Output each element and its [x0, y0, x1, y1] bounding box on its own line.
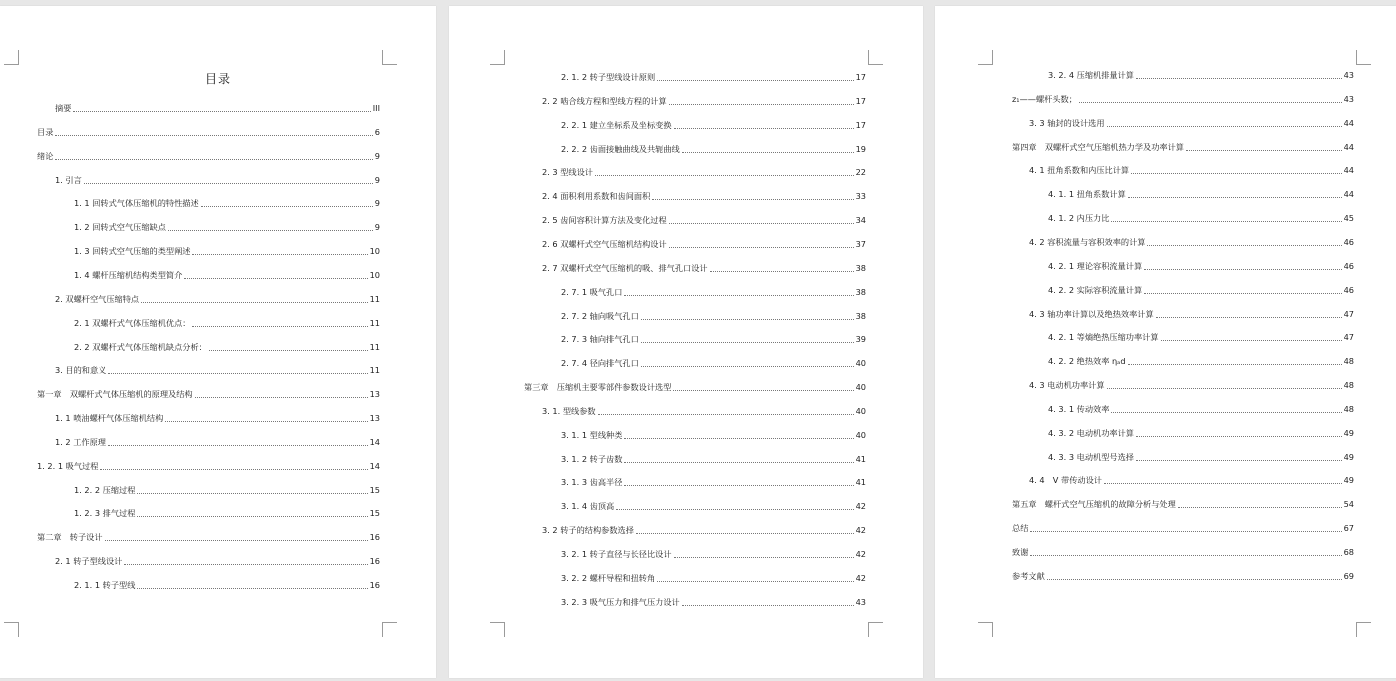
- toc-entry[interactable]: [1048, 332, 1354, 343]
- toc-entry[interactable]: [561, 477, 866, 488]
- toc-entry-title: 摘要: [55, 103, 72, 113]
- toc-entry-title: 1. 2 工作原理: [55, 436, 106, 447]
- toc-page-number: 9: [374, 150, 380, 161]
- toc-entry[interactable]: [542, 239, 866, 250]
- toc-entry[interactable]: [37, 532, 380, 543]
- toc-page-number: 22: [855, 167, 866, 178]
- toc-page-number: 33: [855, 191, 866, 202]
- dot-leader: [184, 278, 367, 279]
- dot-leader: [1144, 293, 1341, 294]
- dot-leader: [192, 326, 367, 327]
- toc-page-number: 44: [1343, 165, 1354, 176]
- toc-page-number: 54: [1343, 499, 1354, 510]
- toc-entry-title: 2. 7 双螺杆式空气压缩机的吸、排气孔口设计: [542, 262, 708, 273]
- dot-leader: [1161, 340, 1342, 341]
- toc-entry-title: 3. 2. 4 压缩机排量计算: [1048, 70, 1134, 80]
- toc-page-number: 17: [855, 72, 866, 82]
- toc-entry-title: 4. 1. 1 扭角系数计算: [1048, 189, 1126, 200]
- dot-leader: [1128, 364, 1342, 365]
- toc-page-number: 14: [369, 436, 380, 447]
- dot-leader: [674, 128, 854, 129]
- toc-page-number: 17: [855, 119, 866, 130]
- dot-leader: [55, 135, 372, 136]
- dot-leader: [641, 366, 854, 367]
- corner-mark: [868, 50, 883, 65]
- toc-page-number: 19: [855, 143, 866, 154]
- dot-leader: [657, 80, 853, 81]
- dot-leader: [137, 588, 367, 589]
- toc-page-number: 14: [369, 460, 380, 471]
- dot-leader: [84, 183, 373, 184]
- toc-page-number: 43: [1343, 93, 1354, 104]
- dot-leader: [1128, 197, 1342, 198]
- toc-page-number: 40: [855, 429, 866, 440]
- toc-page-number: 17: [855, 95, 866, 106]
- toc-page-number: 9: [374, 222, 380, 233]
- toc-entry[interactable]: [55, 175, 380, 186]
- dot-leader: [624, 438, 853, 439]
- toc-entry-title: 第五章 螺杆式空气压缩机的故障分析与处理: [1012, 499, 1176, 510]
- dot-leader: [168, 230, 373, 231]
- toc-entry[interactable]: [561, 597, 866, 608]
- dot-leader: [1107, 126, 1342, 127]
- dot-leader: [636, 533, 854, 534]
- toc-entry[interactable]: [524, 382, 866, 393]
- dot-leader: [616, 509, 853, 510]
- toc-entry-title: 1. 2. 3 排气过程: [74, 508, 136, 519]
- toc-entry-title: 4. 2. 1 等熵绝热压缩功率计算: [1048, 332, 1159, 343]
- toc-entry-title: 第二章 转子设计: [37, 532, 103, 543]
- corner-mark: [978, 622, 993, 637]
- toc-entry[interactable]: [1029, 118, 1354, 129]
- toc-page-number: 42: [855, 525, 866, 536]
- toc-page-number: 46: [1343, 260, 1354, 271]
- toc-page-number: 11: [369, 365, 380, 376]
- toc-entry[interactable]: [74, 342, 380, 353]
- toc-entry-title: 2. 1 双螺杆式气体压缩机优点：: [74, 317, 191, 328]
- toc-entry[interactable]: [542, 215, 866, 226]
- toc-entry[interactable]: [55, 103, 380, 114]
- toc-entry-title: 2. 4 面积利用系数和齿间面积: [542, 191, 651, 202]
- toc-entry[interactable]: [542, 406, 866, 417]
- toc-entry-title: 2. 7. 3 轴向排气孔口: [561, 334, 639, 345]
- toc-page-number: 43: [855, 596, 866, 607]
- toc-entry[interactable]: [561, 358, 866, 369]
- corner-mark: [382, 622, 397, 637]
- dot-leader: [1107, 388, 1342, 389]
- toc-entry-title: 4. 3. 2 电动机功率计算: [1048, 427, 1134, 438]
- toc-entry-title: 2. 1 转子型线设计: [55, 556, 123, 567]
- toc-page-number: 41: [855, 453, 866, 464]
- toc-page-number: 6: [374, 126, 380, 137]
- toc-page-number: 49: [1343, 427, 1354, 438]
- toc-entry[interactable]: [542, 263, 866, 274]
- dot-leader: [55, 159, 372, 160]
- toc-page-number: 42: [855, 572, 866, 583]
- toc-entry-title: z₁——螺杆头数；: [1012, 93, 1077, 104]
- dot-leader: [641, 319, 854, 320]
- corner-mark: [978, 50, 993, 65]
- toc-entry-title: 1. 2 回转式空气压缩缺点: [74, 222, 166, 233]
- corner-mark: [1356, 622, 1371, 637]
- toc-entry[interactable]: [1029, 475, 1354, 486]
- toc-page-number: 40: [855, 358, 866, 369]
- dot-leader: [108, 373, 367, 374]
- toc-entry[interactable]: [542, 167, 866, 178]
- toc-entry[interactable]: [74, 246, 380, 257]
- toc-entry[interactable]: [55, 294, 380, 305]
- toc-entry-title: 2. 7. 2 轴向吸气孔口: [561, 310, 639, 321]
- toc-entry-title: 2. 1. 1 转子型线: [74, 580, 136, 590]
- dot-leader: [669, 104, 854, 105]
- toc-entry-title: 3. 1. 3 齿高半径: [561, 477, 623, 488]
- toc-entry-title: 3. 1. 1 型线种类: [561, 429, 623, 440]
- toc-entry-title: 1. 1 喷油螺杆气体压缩机结构: [55, 413, 164, 424]
- dot-leader: [669, 223, 854, 224]
- toc-entry-title: 1. 引言: [55, 174, 82, 185]
- toc-page-number: 16: [369, 532, 380, 543]
- toc-page-number: 9: [374, 174, 380, 185]
- toc-page-number: 46: [1343, 236, 1354, 247]
- toc-page-number: 40: [855, 382, 866, 393]
- corner-mark: [1356, 50, 1371, 65]
- dot-leader: [641, 342, 854, 343]
- toc-entry-title: 3. 目的和意义: [55, 365, 107, 376]
- toc-entry[interactable]: [37, 151, 380, 162]
- toc-entry[interactable]: [1048, 261, 1354, 272]
- toc-entry-title: 第三章 压缩机主要零部件参数设计选型: [524, 382, 672, 393]
- corner-mark: [490, 622, 505, 637]
- dot-leader: [624, 295, 853, 296]
- toc-entry[interactable]: [1012, 142, 1354, 153]
- toc-entry[interactable]: [74, 580, 380, 591]
- toc-entry[interactable]: [542, 96, 866, 107]
- dot-leader: [682, 152, 854, 153]
- dot-leader: [1147, 245, 1341, 246]
- dot-leader: [100, 469, 367, 470]
- toc-entry-title: 4. 2 容积流量与容积效率的计算: [1029, 236, 1146, 247]
- toc-page-number: 48: [1343, 403, 1354, 414]
- toc-page-number: III: [372, 103, 380, 113]
- toc-entry[interactable]: [74, 485, 380, 496]
- toc-page-number: 48: [1343, 380, 1354, 391]
- toc-entry[interactable]: [561, 311, 866, 322]
- dot-leader: [1136, 460, 1342, 461]
- dot-leader: [1104, 483, 1342, 484]
- dot-leader: [124, 564, 367, 565]
- document-page-3: [935, 6, 1396, 678]
- toc-entry[interactable]: [1029, 237, 1354, 248]
- toc-entry-title: 参考文献: [1012, 570, 1045, 581]
- toc-entry[interactable]: [55, 437, 380, 448]
- dot-leader: [673, 390, 853, 391]
- toc-page-number: 68: [1343, 547, 1354, 557]
- dot-leader: [674, 557, 854, 558]
- toc-page-number: 38: [855, 286, 866, 297]
- toc-entry-title: 2. 2 啮合线方程和型线方程的计算: [542, 95, 667, 106]
- toc-entry[interactable]: [74, 222, 380, 233]
- toc-entry-title: 2. 7. 4 径向排气孔口: [561, 358, 639, 369]
- dot-leader: [108, 445, 368, 446]
- toc-entry[interactable]: [55, 365, 380, 376]
- dot-leader: [141, 302, 367, 303]
- toc-page-number: 11: [369, 341, 380, 352]
- toc-page-number: 13: [369, 413, 380, 424]
- toc-page-number: 43: [1343, 70, 1354, 80]
- toc-page-number: 47: [1343, 308, 1354, 319]
- dot-leader: [165, 421, 367, 422]
- toc-page-number: 10: [369, 246, 380, 257]
- dot-leader: [1030, 531, 1341, 532]
- toc-entry-title: 2. 3 型线设计: [542, 167, 593, 178]
- toc-page-number: 37: [855, 238, 866, 249]
- toc-page-number: 10: [369, 269, 380, 280]
- toc-entry[interactable]: [1048, 356, 1354, 367]
- toc-entry[interactable]: [561, 454, 866, 465]
- corner-mark: [4, 622, 19, 637]
- toc-page-number: 44: [1343, 117, 1354, 128]
- toc-entry-title: 2. 2 双螺杆式气体压缩机缺点分析：: [74, 341, 207, 352]
- toc-entry[interactable]: [561, 334, 866, 345]
- toc-entry[interactable]: [1012, 499, 1354, 510]
- toc-entry[interactable]: [561, 573, 866, 584]
- toc-entry-title: 4. 3 轴功率计算以及绝热效率计算: [1029, 308, 1154, 319]
- dot-leader: [1178, 507, 1342, 508]
- dot-leader: [1186, 150, 1342, 151]
- toc-entry-title: 4. 4 V 带传动设计: [1029, 475, 1102, 486]
- toc-entry-title: 4. 3. 3 电动机型号选择: [1048, 451, 1134, 462]
- toc-entry-title: 3. 2. 1 转子直径与长径比设计: [561, 549, 672, 559]
- toc-entry[interactable]: [74, 318, 380, 329]
- toc-entry-title: 4. 1 扭角系数和内压比计算: [1029, 165, 1130, 176]
- dot-leader: [657, 581, 853, 582]
- toc-entry-title: 1. 2. 1 吸气过程: [37, 460, 99, 471]
- dot-leader: [105, 540, 368, 541]
- toc-entry[interactable]: [542, 525, 866, 536]
- toc-entry[interactable]: [1012, 571, 1354, 582]
- toc-page-number: 49: [1343, 475, 1354, 486]
- toc-entry[interactable]: [1012, 94, 1354, 105]
- toc-entry-title: 2. 6 双螺杆式空气压缩机结构设计: [542, 238, 667, 249]
- dot-leader: [137, 493, 367, 494]
- toc-entry[interactable]: [1029, 309, 1354, 320]
- toc-page-number: 49: [1343, 451, 1354, 462]
- toc-entry-title: 致谢: [1012, 547, 1029, 557]
- toc-entry-title: 4. 2. 1 理论容积流量计算: [1048, 260, 1143, 271]
- toc-entry[interactable]: [55, 413, 380, 424]
- toc-page-number: 13: [369, 389, 380, 400]
- toc-entry-title: 3. 1. 2 转子齿数: [561, 453, 623, 464]
- toc-page-number: 11: [369, 293, 380, 304]
- toc-entry-title: 4. 1. 2 内压力比: [1048, 213, 1110, 224]
- dot-leader: [73, 111, 370, 112]
- toc-entry-title: 2. 2. 1 建立坐标系及坐标变换: [561, 119, 672, 130]
- toc-entry[interactable]: [37, 389, 380, 400]
- toc-page-number: 44: [1343, 189, 1354, 200]
- toc-entry-title: 2. 双螺杆空气压缩特点: [55, 293, 140, 304]
- toc-entry[interactable]: [37, 461, 380, 472]
- corner-mark: [382, 50, 397, 65]
- toc-entry-title: 3. 3 轴封的设计选用: [1029, 117, 1105, 128]
- toc-entry[interactable]: [37, 127, 380, 138]
- toc-entry[interactable]: [1012, 523, 1354, 534]
- toc-entry[interactable]: [1048, 70, 1354, 81]
- toc-page-number: 38: [855, 262, 866, 273]
- toc-entry[interactable]: [561, 501, 866, 512]
- toc-page-number: 38: [855, 310, 866, 321]
- toc-entry[interactable]: [561, 120, 866, 131]
- toc-page-number: 47: [1343, 332, 1354, 343]
- toc-entry[interactable]: [74, 198, 380, 209]
- dot-leader: [201, 206, 373, 207]
- toc-entry[interactable]: [561, 430, 866, 441]
- toc-entry[interactable]: [74, 270, 380, 281]
- toc-page-number: 45: [1343, 213, 1354, 224]
- dot-leader: [598, 414, 854, 415]
- document-page-1: [0, 6, 436, 678]
- toc-page-number: 67: [1343, 523, 1354, 534]
- toc-page-number: 42: [855, 501, 866, 512]
- toc-entry-title: 目录: [37, 126, 54, 137]
- dot-leader: [1030, 555, 1341, 556]
- toc-entry-title: 2. 5 齿间容积计算方法及变化过程: [542, 215, 667, 226]
- toc-entry-title: 3. 2. 2 螺杆导程和扭转角: [561, 572, 656, 583]
- dot-leader: [195, 397, 368, 398]
- toc-page-number: 16: [369, 556, 380, 567]
- toc-page-number: 48: [1343, 356, 1354, 367]
- toc-page-number: 16: [369, 580, 380, 590]
- toc-entry-title: 3. 2. 3 吸气压力和排气压力设计: [561, 596, 680, 607]
- toc-page-number: 15: [369, 508, 380, 519]
- toc-entry[interactable]: [1048, 428, 1354, 439]
- dot-leader: [1136, 78, 1342, 79]
- dot-leader: [1131, 173, 1341, 174]
- toc-page-number: 44: [1343, 141, 1354, 152]
- dot-leader: [595, 175, 854, 176]
- dot-leader: [137, 516, 367, 517]
- toc-entry[interactable]: [542, 191, 866, 202]
- toc-entry-title: 总结: [1012, 523, 1029, 534]
- toc-entry[interactable]: [55, 556, 380, 567]
- toc-entry[interactable]: [1048, 404, 1354, 415]
- corner-mark: [868, 622, 883, 637]
- dot-leader: [209, 350, 368, 351]
- toc-page-number: 46: [1343, 284, 1354, 295]
- dot-leader: [1111, 221, 1341, 222]
- toc-page-number: 40: [855, 405, 866, 416]
- toc-entry-title: 4. 3. 1 传动效率: [1048, 403, 1110, 414]
- document-page-2: [449, 6, 923, 678]
- toc-page-number: 15: [369, 484, 380, 495]
- dot-leader: [682, 605, 854, 606]
- toc-entry-title: 第四章 双螺杆式空气压缩机热力学及功率计算: [1012, 141, 1184, 152]
- dot-leader: [1111, 412, 1341, 413]
- toc-entry-title: 第一章 双螺杆式气体压缩机的原理及结构: [37, 389, 193, 400]
- toc-page-number: 39: [855, 334, 866, 345]
- toc-entry[interactable]: [74, 508, 380, 519]
- toc-entry-title: 3. 2 转子的结构参数选择: [542, 525, 634, 536]
- toc-entry-title: 1. 4 螺杆压缩机结构类型简介: [74, 269, 183, 280]
- toc-page-number: 11: [369, 317, 380, 328]
- toc-page-number: 41: [855, 477, 866, 488]
- toc-entry-title: 4. 3 电动机功率计算: [1029, 380, 1105, 391]
- toc-page-number: 69: [1343, 570, 1354, 581]
- toc-entry[interactable]: [561, 287, 866, 298]
- toc-entry-title: 2. 2. 2 齿面接触曲线及共轭曲线: [561, 143, 680, 154]
- toc-entry[interactable]: [1048, 189, 1354, 200]
- toc-entry-title: 3. 1. 4 齿顶高: [561, 501, 615, 512]
- toc-entry-title: 绪论: [37, 150, 54, 161]
- dot-leader: [1144, 269, 1341, 270]
- toc-page-number: 34: [855, 215, 866, 226]
- toc-entry-title: 3. 1. 型线参数: [542, 405, 596, 416]
- dot-leader: [710, 271, 854, 272]
- dot-leader: [192, 254, 367, 255]
- toc-entry[interactable]: [1012, 547, 1354, 558]
- toc-entry-title: 1. 2. 2 压缩过程: [74, 484, 136, 495]
- dot-leader: [624, 485, 853, 486]
- dot-leader: [652, 199, 853, 200]
- corner-mark: [490, 50, 505, 65]
- toc-entry-title: 1. 3 回转式空气压缩的类型阐述: [74, 246, 191, 257]
- dot-leader: [669, 247, 854, 248]
- toc-title: 目录: [204, 72, 231, 86]
- dot-leader: [1136, 436, 1342, 437]
- toc-entry[interactable]: [561, 72, 866, 83]
- dot-leader: [1156, 317, 1342, 318]
- toc-entry-title: 1. 1 回转式气体压缩机的特性描述: [74, 198, 199, 209]
- dot-leader: [624, 462, 853, 463]
- toc-entry-title: 2. 7. 1 吸气孔口: [561, 286, 623, 297]
- toc-entry[interactable]: [561, 144, 866, 155]
- toc-entry-title: 4. 2. 2 实际容积流量计算: [1048, 284, 1143, 295]
- toc-entry[interactable]: [561, 549, 866, 560]
- dot-leader: [1047, 579, 1342, 580]
- toc-entry[interactable]: [1048, 452, 1354, 463]
- toc-page-number: 42: [855, 549, 866, 559]
- dot-leader: [1079, 102, 1342, 103]
- toc-entry-title: 4. 2. 2 绝热效率 ηₐd: [1048, 356, 1126, 367]
- toc-entry[interactable]: [1029, 380, 1354, 391]
- toc-page-number: 9: [374, 198, 380, 209]
- toc-entry[interactable]: [1029, 165, 1354, 176]
- corner-mark: [4, 50, 19, 65]
- toc-entry[interactable]: [1048, 213, 1354, 224]
- toc-entry[interactable]: [1048, 285, 1354, 296]
- toc-entry-title: 2. 1. 2 转子型线设计原则: [561, 72, 656, 82]
